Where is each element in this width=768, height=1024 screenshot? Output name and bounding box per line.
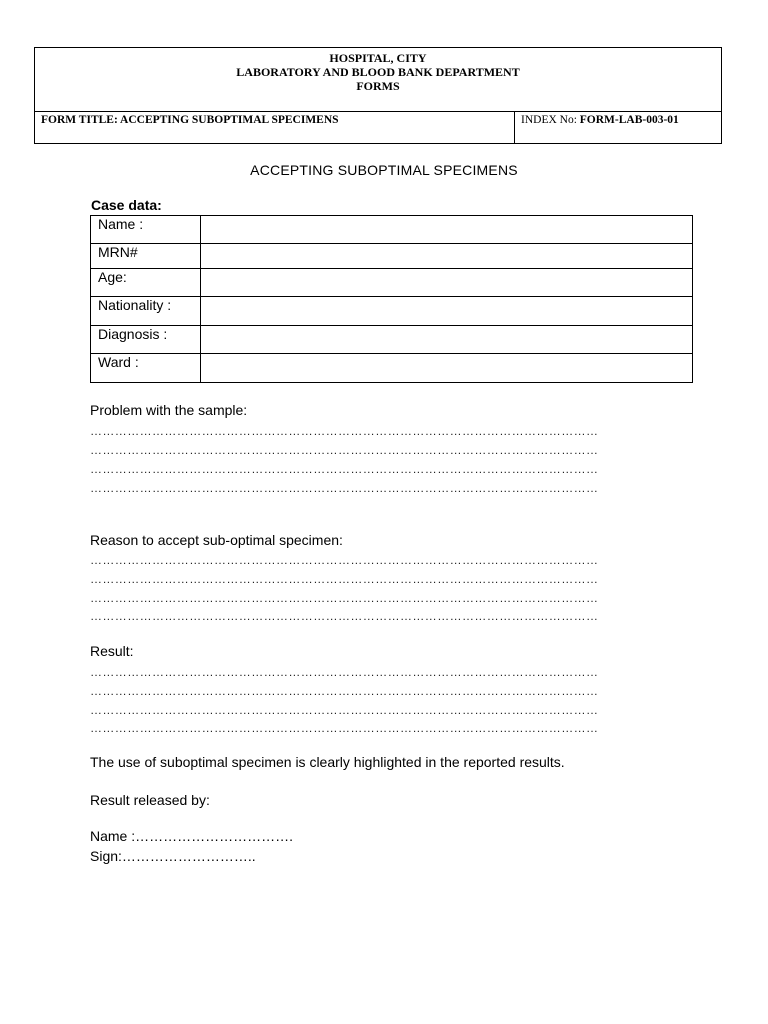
mrn-label: MRN# — [91, 244, 201, 269]
problem-line-4[interactable]: …………………………………………………………………………………………………………… — [90, 481, 599, 495]
problem-line-2[interactable]: …………………………………………………………………………………………………………… — [90, 443, 599, 457]
table-row — [91, 326, 693, 354]
case-data-table — [90, 215, 693, 383]
page-title: ACCEPTING SUBOPTIMAL SPECIMENS — [250, 162, 518, 178]
diagnosis-label: Diagnosis : — [91, 326, 201, 354]
table-row — [91, 216, 693, 244]
reason-line-1[interactable]: …………………………………………………………………………………………………………… — [90, 553, 599, 567]
nationality-label: Nationality : — [91, 297, 201, 326]
forms-label: FORMS — [356, 79, 400, 93]
problem-line-3[interactable]: …………………………………………………………………………………………………………… — [90, 462, 599, 476]
ward-field[interactable] — [201, 354, 693, 383]
age-field[interactable] — [201, 269, 693, 297]
name-field[interactable] — [201, 216, 693, 244]
form-title: FORM TITLE: ACCEPTING SUBOPTIMAL SPECIMENS — [35, 112, 515, 143]
index-value: FORM-LAB-003-01 — [579, 114, 679, 126]
name-label: Name : — [91, 216, 201, 244]
table-row — [91, 244, 693, 269]
reason-line-3[interactable]: …………………………………………………………………………………………………………… — [90, 591, 599, 605]
nationality-field[interactable] — [201, 297, 693, 326]
released-by-label: Result released by: — [90, 792, 210, 808]
table-row — [91, 269, 693, 297]
ward-label: Ward : — [91, 354, 201, 383]
reason-line-2[interactable]: …………………………………………………………………………………………………………… — [90, 572, 599, 586]
table-row — [91, 297, 693, 326]
reason-label: Reason to accept sub-optimal specimen: — [90, 532, 343, 548]
sign-signature-line[interactable]: Sign:……………………….. — [90, 848, 256, 864]
problem-label: Problem with the sample: — [90, 402, 248, 418]
case-data-heading: Case data: — [91, 197, 162, 213]
department-name: LABORATORY AND BLOOD BANK DEPARTMENT — [236, 65, 520, 79]
header-title-block — [35, 48, 721, 112]
hospital-name: HOSPITAL, CITY — [329, 51, 427, 65]
index-number — [519, 112, 679, 126]
result-line-2[interactable]: …………………………………………………………………………………………………………… — [90, 684, 599, 698]
diagnosis-field[interactable] — [201, 326, 693, 354]
mrn-field[interactable] — [201, 244, 693, 269]
name-signature-line[interactable]: Name :……………………………. — [90, 828, 294, 844]
age-label: Age: — [91, 269, 201, 297]
highlight-statement: The use of suboptimal specimen is clearly highlighted in the reported results. — [90, 754, 565, 770]
problem-line-1[interactable]: …………………………………………………………………………………………………………… — [90, 424, 599, 438]
result-label: Result: — [90, 643, 134, 659]
result-line-3[interactable]: …………………………………………………………………………………………………………… — [90, 703, 599, 717]
reason-line-4[interactable]: …………………………………………………………………………………………………………… — [90, 609, 599, 623]
index-label: INDEX No: — [521, 114, 580, 126]
result-line-1[interactable]: …………………………………………………………………………………………………………… — [90, 665, 599, 679]
header-info-row — [35, 112, 721, 143]
form-header — [34, 47, 722, 144]
table-row — [91, 354, 693, 383]
result-line-4[interactable]: …………………………………………………………………………………………………………… — [90, 721, 599, 735]
